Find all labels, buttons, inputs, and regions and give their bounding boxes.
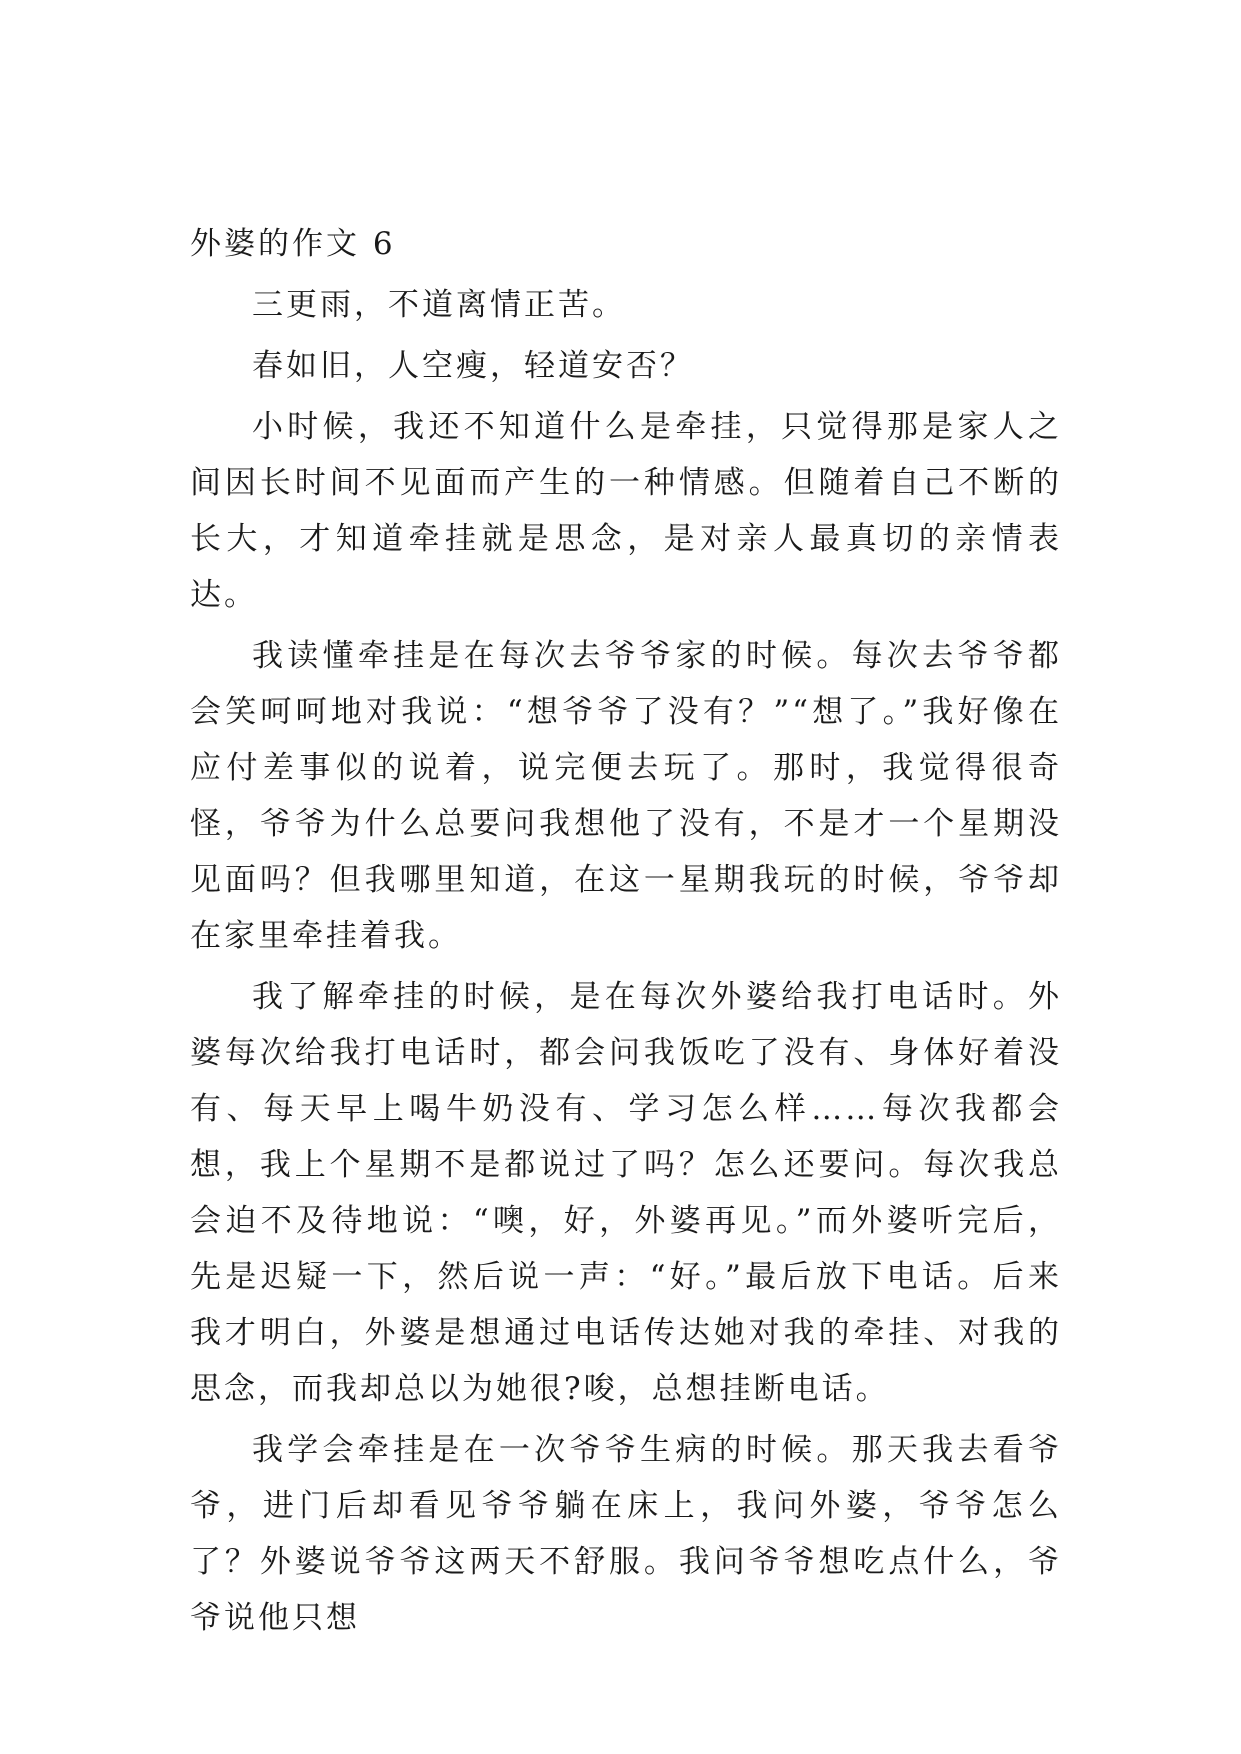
- paragraph: 三更雨，不道离情正苦。: [252, 287, 626, 323]
- paragraph: 小时候，我还不知道什么是牵挂，只觉得那是家人之间因长时间不见面而产生的一种情感。但随着自己不断的长大，才知道牵挂就是思念，是对亲人最真切的亲情表达。: [190, 409, 1062, 613]
- paragraph: 我读懂牵挂是在每次去爷爷家的时候。每次去爷爷都会笑呵呵地对我说：“想爷爷了没有？”“想了。”我好像在应付差事似的说着，说完便去玩了。那时，我觉得很奇怪，爷爷为什么总要问我想他了没有，不是才一个星期没见面吗？但我哪里知道，在这一星期我玩的时候，爷爷却在家里牵挂着我。: [190, 638, 1062, 954]
- paragraph: 我学会牵挂是在一次爷爷生病的时候。那天我去看爷爷，进门后却看见爷爷躺在床上，我问外婆，爷爷怎么了？外婆说爷爷这两天不舒服。我问爷爷想吃点什么，爷爷说他只想: [190, 1432, 1062, 1636]
- document-body: [190, 216, 1062, 1646]
- paragraph: 我了解牵挂的时候，是在每次外婆给我打电话时。外婆每次给我打电话时，都会问我饭吃了没有、身体好着没有、每天早上喝牛奶没有、学习怎么样……每次我都会想，我上个星期不是都说过了吗？怎么还要问。每次我总会迫不及待地说：“噢，好，外婆再见。”而外婆听完后，先是迟疑一下，然后说一声：“好。”最后放下电话。后来我才明白，外婆是想通过电话传达她对我的牵挂、对我的思念，而我却总以为她很?唆，总想挂断电话。: [190, 979, 1062, 1407]
- paragraph: 春如旧，人空瘦，轻道安否？: [252, 348, 694, 384]
- document-title: 外婆的作文 6: [190, 226, 396, 262]
